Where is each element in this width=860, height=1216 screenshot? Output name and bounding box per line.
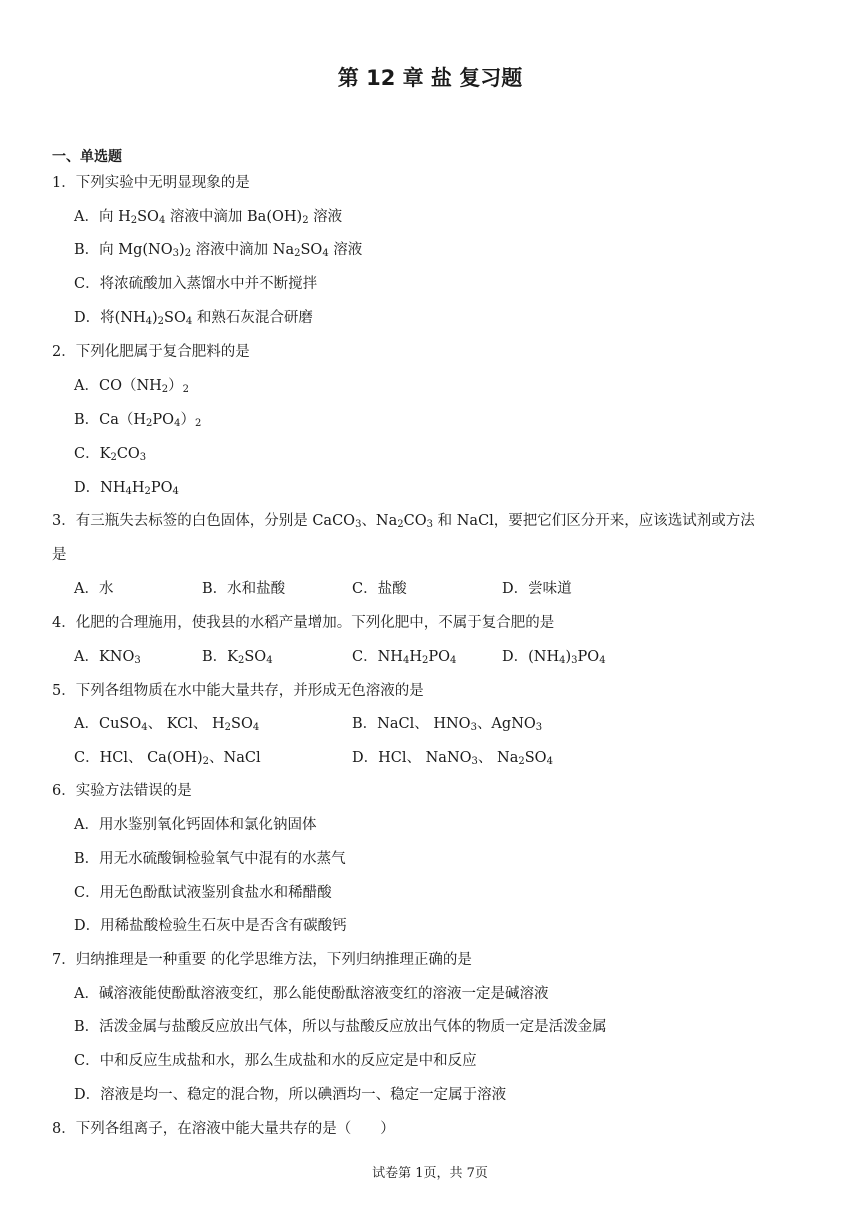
question-8-stem: 8．下列各组离子，在溶液中能大量共存的是（ ） [52, 1121, 395, 1137]
page-footer: 试卷第 1页，共 7页 [372, 1166, 488, 1181]
question-3-option-c: C．盐酸 [352, 581, 407, 597]
question-1-option-a: A．向 $H_2SO_4$ 溶液中滴加 $Ba(OH)_2$ 溶液 [74, 209, 343, 226]
question-7-stem: 7．归纳推理是一种重要 的化学思维方法，下列归纳推理正确的是 [52, 952, 472, 968]
question-1-stem: 1．下列实验中无明显现象的是 [52, 175, 250, 191]
question-5-stem: 5．下列各组物质在水中能大量共存，并形成无色溶液的是 [52, 683, 424, 699]
question-5-option-b: B．NaCl、 $HNO_3$、AgNO$_3$ [352, 716, 543, 733]
question-7-option-b: B．活泼金属与盐酸反应放出气体，所以与盐酸反应放出气体的物质一定是活泼金属 [74, 1019, 607, 1035]
question-4-option-b: B．$K_2SO_4$ [202, 649, 273, 666]
question-4-stem: 4．化肥的合理施用，使我县的水稻产量增加。下列化肥中，不属于复合肥的是 [52, 615, 555, 631]
question-2-stem: 2．下列化肥属于复合肥料的是 [52, 344, 250, 360]
question-7-option-d: D．溶液是均一、稳定的混合物，所以碘酒均一、稳定一定属于溶液 [74, 1087, 507, 1103]
question-1-option-b: B．向 $Mg(NO_3)_2$ 溶液中滴加 $Na_2SO_4$ 溶液 [74, 242, 363, 259]
question-1-option-c: C．将浓硫酸加入蒸馏水中并不断搅拌 [74, 276, 318, 292]
question-5-option-a: A．CuSO$_4$、 KCl、 $H_2SO_4$ [74, 716, 260, 733]
question-3-stem-continued: 是 [52, 547, 67, 563]
question-2-option-b: B．$Ca(H_2PO_4)_2$ [74, 412, 202, 429]
question-6-option-c: C．用无色酚酞试液鉴别食盐水和稀醋酸 [74, 885, 332, 901]
question-6-stem: 6．实验方法错误的是 [52, 783, 192, 799]
question-3-option-a: A．水 [74, 581, 114, 597]
question-6-option-b: B．用无水硫酸铜检验氧气中混有的水蒸气 [74, 851, 346, 867]
question-6-option-d: D．用稀盐酸检验生石灰中是否含有碳酸钙 [74, 918, 347, 934]
question-2-option-d: D．$NH_4H_2PO_4$ [74, 480, 179, 497]
question-7-option-a: A．碱溶液能使酚酞溶液变红，那么能使酚酞溶液变红的溶液一定是碱溶液 [74, 986, 549, 1002]
question-4-option-a: A．$KNO_3$ [74, 649, 141, 666]
question-4-option-d: D．$(NH_4)_3PO_4$ [502, 649, 606, 666]
section-heading: 一、单选题 [52, 149, 122, 165]
page-title: 第 12 章 盐 复习题 [337, 66, 523, 90]
question-1-option-d: D．将$(NH_4)_2SO_4$ 和熟石灰混合研磨 [74, 310, 313, 327]
question-2-option-c: C．$K_2CO_3$ [74, 446, 147, 463]
question-6-option-a: A．用水鉴别氧化钙固体和氯化钠固体 [74, 817, 317, 833]
question-5-option-d: D．HCl、 NaNO$_3$、 $Na_2SO_4$ [352, 750, 553, 767]
question-3-stem: 3．有三瓶失去标签的白色固体，分别是 CaCO$_3$、$Na_2CO_3$ 和 NaCl，要把它们区分开来，应该选试剂或方法 [52, 513, 755, 530]
question-4-option-c: C．$NH_4H_2PO_4$ [352, 649, 457, 666]
question-2-option-a: A．$CO(NH_2)_2$ [74, 378, 190, 395]
question-3-option-d: D．尝味道 [502, 581, 572, 597]
question-7-option-c: C．中和反应生成盐和水，那么生成盐和水的反应定是中和反应 [74, 1053, 477, 1069]
question-5-option-c: C．HCl、 $Ca(OH)_2$、NaCl [74, 750, 261, 767]
question-3-option-b: B．水和盐酸 [202, 581, 286, 597]
